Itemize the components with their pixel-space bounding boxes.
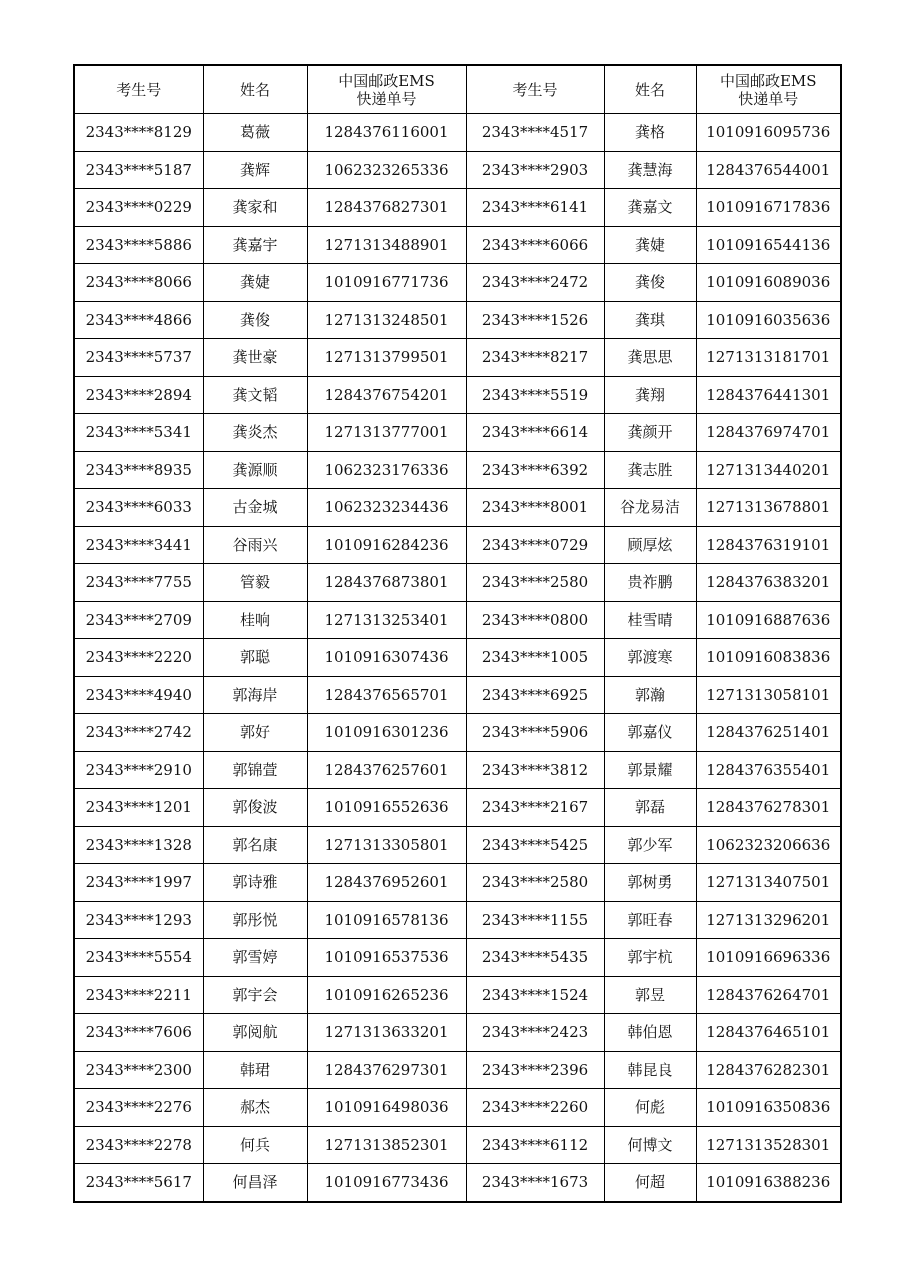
right-ems-number-cell: 1010916887636 (696, 601, 841, 639)
left-exam-no-cell: 2343****5886 (74, 226, 203, 264)
right-name-cell: 龚婕 (604, 226, 696, 264)
right-exam-no-cell: 2343****8001 (466, 489, 604, 527)
ems-tracking-table (73, 64, 842, 1203)
left-name-cell: 郭彤悦 (203, 901, 307, 939)
left-name-cell: 郭诗雅 (203, 864, 307, 902)
header-ems-right (696, 65, 841, 114)
right-exam-no-cell: 2343****4517 (466, 114, 604, 152)
right-exam-no-cell: 2343****3812 (466, 751, 604, 789)
left-exam-no-cell: 2343****7606 (74, 1014, 203, 1052)
right-name-cell: 龚志胜 (604, 451, 696, 489)
right-name-cell: 郭旺春 (604, 901, 696, 939)
table-row (74, 639, 841, 677)
right-ems-number-cell: 1271313440201 (696, 451, 841, 489)
left-ems-number-cell: 1010916773436 (307, 1164, 466, 1202)
right-name-cell: 顾厚炫 (604, 526, 696, 564)
left-name-cell: 龚俊 (203, 301, 307, 339)
left-exam-no-cell: 2343****2220 (74, 639, 203, 677)
right-exam-no-cell: 2343****2580 (466, 564, 604, 602)
left-exam-no-cell: 2343****2910 (74, 751, 203, 789)
left-name-cell: 龚婕 (203, 264, 307, 302)
right-ems-number-cell: 1010916083836 (696, 639, 841, 677)
table-row (74, 864, 841, 902)
table-row (74, 151, 841, 189)
left-ems-number-cell: 1271313799501 (307, 339, 466, 377)
right-exam-no-cell: 2343****1526 (466, 301, 604, 339)
left-name-cell: 龚文韬 (203, 376, 307, 414)
right-ems-number-cell: 1284376355401 (696, 751, 841, 789)
right-ems-number-cell: 1284376319101 (696, 526, 841, 564)
left-exam-no-cell: 2343****4866 (74, 301, 203, 339)
left-ems-number-cell: 1284376952601 (307, 864, 466, 902)
right-ems-number-cell: 1284376465101 (696, 1014, 841, 1052)
table-row (74, 751, 841, 789)
table-row (74, 489, 841, 527)
left-exam-no-cell: 2343****2742 (74, 714, 203, 752)
left-ems-number-cell: 1284376754201 (307, 376, 466, 414)
right-ems-number-cell: 1271313058101 (696, 676, 841, 714)
left-ems-number-cell: 1010916284236 (307, 526, 466, 564)
right-ems-number-cell: 1010916388236 (696, 1164, 841, 1202)
left-ems-number-cell: 1271313633201 (307, 1014, 466, 1052)
right-exam-no-cell: 2343****8217 (466, 339, 604, 377)
left-name-cell: 龚世豪 (203, 339, 307, 377)
right-name-cell: 郭渡寒 (604, 639, 696, 677)
table-row (74, 1126, 841, 1164)
left-ems-number-cell: 1271313248501 (307, 301, 466, 339)
right-ems-number-cell: 1284376544001 (696, 151, 841, 189)
left-ems-number-cell: 1010916537536 (307, 939, 466, 977)
left-name-cell: 郭好 (203, 714, 307, 752)
left-exam-no-cell: 2343****2278 (74, 1126, 203, 1164)
left-ems-number-cell: 1284376297301 (307, 1051, 466, 1089)
left-name-cell: 龚家和 (203, 189, 307, 227)
right-name-cell: 郭宇杭 (604, 939, 696, 977)
right-name-cell: 何超 (604, 1164, 696, 1202)
left-ems-number-cell: 1010916265236 (307, 976, 466, 1014)
right-ems-number-cell: 1271313181701 (696, 339, 841, 377)
left-exam-no-cell: 2343****1293 (74, 901, 203, 939)
left-exam-no-cell: 2343****5737 (74, 339, 203, 377)
left-ems-number-cell: 1284376873801 (307, 564, 466, 602)
left-exam-no-cell: 2343****0229 (74, 189, 203, 227)
left-name-cell: 古金城 (203, 489, 307, 527)
right-exam-no-cell: 2343****1524 (466, 976, 604, 1014)
left-name-cell: 葛薇 (203, 114, 307, 152)
table-row (74, 114, 841, 152)
right-name-cell: 龚格 (604, 114, 696, 152)
left-name-cell: 龚嘉宇 (203, 226, 307, 264)
left-name-cell: 桂响 (203, 601, 307, 639)
right-ems-number-cell: 1284376278301 (696, 789, 841, 827)
right-ems-number-cell: 1271313296201 (696, 901, 841, 939)
right-exam-no-cell: 2343****2423 (466, 1014, 604, 1052)
left-ems-number-cell: 1284376116001 (307, 114, 466, 152)
left-name-cell: 郭雪婷 (203, 939, 307, 977)
table-row (74, 301, 841, 339)
right-name-cell: 龚嘉文 (604, 189, 696, 227)
right-exam-no-cell: 2343****1005 (466, 639, 604, 677)
header-ems-line1: 中国邮政EMS (338, 71, 435, 90)
left-exam-no-cell: 2343****5341 (74, 414, 203, 452)
table-row (74, 939, 841, 977)
right-exam-no-cell: 2343****1155 (466, 901, 604, 939)
right-ems-number-cell: 1010916095736 (696, 114, 841, 152)
right-name-cell: 龚思思 (604, 339, 696, 377)
table-body (74, 114, 841, 1202)
right-name-cell: 谷龙易洁 (604, 489, 696, 527)
right-exam-no-cell: 2343****6141 (466, 189, 604, 227)
left-ems-number-cell: 1271313777001 (307, 414, 466, 452)
left-name-cell: 郭宇会 (203, 976, 307, 1014)
right-name-cell: 龚俊 (604, 264, 696, 302)
left-ems-number-cell: 1010916771736 (307, 264, 466, 302)
header-name-right: 姓名 (604, 65, 696, 114)
left-ems-number-cell: 1010916498036 (307, 1089, 466, 1127)
left-name-cell: 郭海岸 (203, 676, 307, 714)
table-row (74, 1089, 841, 1127)
right-exam-no-cell: 2343****5435 (466, 939, 604, 977)
left-exam-no-cell: 2343****2894 (74, 376, 203, 414)
left-ems-number-cell: 1010916307436 (307, 639, 466, 677)
table-row (74, 339, 841, 377)
header-ems-line1: 中国邮政EMS (719, 71, 817, 90)
right-name-cell: 何博文 (604, 1126, 696, 1164)
left-name-cell: 郭阅航 (203, 1014, 307, 1052)
table-row (74, 226, 841, 264)
left-exam-no-cell: 2343****8129 (74, 114, 203, 152)
left-ems-number-cell: 1010916301236 (307, 714, 466, 752)
left-name-cell: 何兵 (203, 1126, 307, 1164)
table-row (74, 601, 841, 639)
left-name-cell: 郭聪 (203, 639, 307, 677)
right-name-cell: 郭少军 (604, 826, 696, 864)
right-exam-no-cell: 2343****2472 (466, 264, 604, 302)
right-exam-no-cell: 2343****2580 (466, 864, 604, 902)
right-name-cell: 龚翔 (604, 376, 696, 414)
left-ems-number-cell: 1271313852301 (307, 1126, 466, 1164)
right-name-cell: 郭景耀 (604, 751, 696, 789)
right-ems-number-cell: 1284376383201 (696, 564, 841, 602)
left-exam-no-cell: 2343****4940 (74, 676, 203, 714)
left-exam-no-cell: 2343****8066 (74, 264, 203, 302)
header-row (74, 65, 841, 114)
left-name-cell: 郭俊波 (203, 789, 307, 827)
right-exam-no-cell: 2343****1673 (466, 1164, 604, 1202)
left-name-cell: 郝杰 (203, 1089, 307, 1127)
right-ems-number-cell: 1010916350836 (696, 1089, 841, 1127)
right-exam-no-cell: 2343****6392 (466, 451, 604, 489)
table-row (74, 564, 841, 602)
right-name-cell: 郭瀚 (604, 676, 696, 714)
header-name-left: 姓名 (203, 65, 307, 114)
left-ems-number-cell: 1271313305801 (307, 826, 466, 864)
left-exam-no-cell: 2343****3441 (74, 526, 203, 564)
left-exam-no-cell: 2343****1201 (74, 789, 203, 827)
right-ems-number-cell: 1010916544136 (696, 226, 841, 264)
right-name-cell: 郭磊 (604, 789, 696, 827)
right-ems-number-cell: 1284376282301 (696, 1051, 841, 1089)
right-ems-number-cell: 1284376441301 (696, 376, 841, 414)
left-exam-no-cell: 2343****2709 (74, 601, 203, 639)
right-name-cell: 郭嘉仪 (604, 714, 696, 752)
table-row (74, 676, 841, 714)
header-ems-line2: 快递单号 (356, 89, 417, 108)
table-row (74, 1164, 841, 1202)
right-name-cell: 龚颜开 (604, 414, 696, 452)
right-exam-no-cell: 2343****0800 (466, 601, 604, 639)
left-exam-no-cell: 2343****1997 (74, 864, 203, 902)
right-exam-no-cell: 2343****2396 (466, 1051, 604, 1089)
header-ems-line2: 快递单号 (738, 89, 799, 108)
right-ems-number-cell: 1010916035636 (696, 301, 841, 339)
header-exam-no-left: 考生号 (74, 65, 203, 114)
right-ems-number-cell: 1284376251401 (696, 714, 841, 752)
right-name-cell: 桂雪晴 (604, 601, 696, 639)
left-exam-no-cell: 2343****2211 (74, 976, 203, 1014)
table-row (74, 901, 841, 939)
table-row (74, 789, 841, 827)
left-ems-number-cell: 1010916552636 (307, 789, 466, 827)
header-ems-left (307, 65, 466, 114)
right-exam-no-cell: 2343****2903 (466, 151, 604, 189)
left-ems-number-cell: 1271313253401 (307, 601, 466, 639)
left-ems-number-cell: 1284376565701 (307, 676, 466, 714)
left-exam-no-cell: 2343****5554 (74, 939, 203, 977)
right-name-cell: 龚慧海 (604, 151, 696, 189)
left-ems-number-cell: 1284376257601 (307, 751, 466, 789)
left-name-cell: 郭锦萱 (203, 751, 307, 789)
right-exam-no-cell: 2343****5519 (466, 376, 604, 414)
left-exam-no-cell: 2343****2276 (74, 1089, 203, 1127)
right-ems-number-cell: 1010916717836 (696, 189, 841, 227)
left-name-cell: 龚炎杰 (203, 414, 307, 452)
header-exam-no-right: 考生号 (466, 65, 604, 114)
left-name-cell: 龚源顺 (203, 451, 307, 489)
right-name-cell: 何彪 (604, 1089, 696, 1127)
table-row (74, 264, 841, 302)
right-ems-number-cell: 1062323206636 (696, 826, 841, 864)
document-page (73, 64, 842, 1203)
left-name-cell: 何昌泽 (203, 1164, 307, 1202)
left-name-cell: 管毅 (203, 564, 307, 602)
right-exam-no-cell: 2343****6925 (466, 676, 604, 714)
right-ems-number-cell: 1271313528301 (696, 1126, 841, 1164)
table-row (74, 189, 841, 227)
table-row (74, 826, 841, 864)
left-ems-number-cell: 1010916578136 (307, 901, 466, 939)
right-exam-no-cell: 2343****6066 (466, 226, 604, 264)
right-ems-number-cell: 1271313407501 (696, 864, 841, 902)
left-ems-number-cell: 1062323176336 (307, 451, 466, 489)
right-exam-no-cell: 2343****6614 (466, 414, 604, 452)
left-ems-number-cell: 1284376827301 (307, 189, 466, 227)
right-ems-number-cell: 1010916089036 (696, 264, 841, 302)
right-exam-no-cell: 2343****2260 (466, 1089, 604, 1127)
right-name-cell: 韩伯恩 (604, 1014, 696, 1052)
right-exam-no-cell: 2343****5425 (466, 826, 604, 864)
right-ems-number-cell: 1010916696336 (696, 939, 841, 977)
left-exam-no-cell: 2343****5617 (74, 1164, 203, 1202)
left-exam-no-cell: 2343****7755 (74, 564, 203, 602)
table-row (74, 376, 841, 414)
left-ems-number-cell: 1062323265336 (307, 151, 466, 189)
left-name-cell: 韩珺 (203, 1051, 307, 1089)
right-name-cell: 韩昆良 (604, 1051, 696, 1089)
table-row (74, 1051, 841, 1089)
left-exam-no-cell: 2343****6033 (74, 489, 203, 527)
table-row (74, 414, 841, 452)
left-name-cell: 谷雨兴 (203, 526, 307, 564)
left-ems-number-cell: 1271313488901 (307, 226, 466, 264)
right-ems-number-cell: 1284376264701 (696, 976, 841, 1014)
table-row (74, 1014, 841, 1052)
right-name-cell: 贵祚鹏 (604, 564, 696, 602)
right-name-cell: 郭昱 (604, 976, 696, 1014)
left-exam-no-cell: 2343****5187 (74, 151, 203, 189)
table-row (74, 526, 841, 564)
left-exam-no-cell: 2343****8935 (74, 451, 203, 489)
left-name-cell: 郭名康 (203, 826, 307, 864)
right-ems-number-cell: 1271313678801 (696, 489, 841, 527)
table-row (74, 976, 841, 1014)
left-exam-no-cell: 2343****1328 (74, 826, 203, 864)
right-exam-no-cell: 2343****6112 (466, 1126, 604, 1164)
right-exam-no-cell: 2343****2167 (466, 789, 604, 827)
right-exam-no-cell: 2343****5906 (466, 714, 604, 752)
left-ems-number-cell: 1062323234436 (307, 489, 466, 527)
table-row (74, 451, 841, 489)
table-row (74, 714, 841, 752)
right-name-cell: 郭树勇 (604, 864, 696, 902)
left-exam-no-cell: 2343****2300 (74, 1051, 203, 1089)
right-exam-no-cell: 2343****0729 (466, 526, 604, 564)
right-name-cell: 龚琪 (604, 301, 696, 339)
right-ems-number-cell: 1284376974701 (696, 414, 841, 452)
left-name-cell: 龚辉 (203, 151, 307, 189)
